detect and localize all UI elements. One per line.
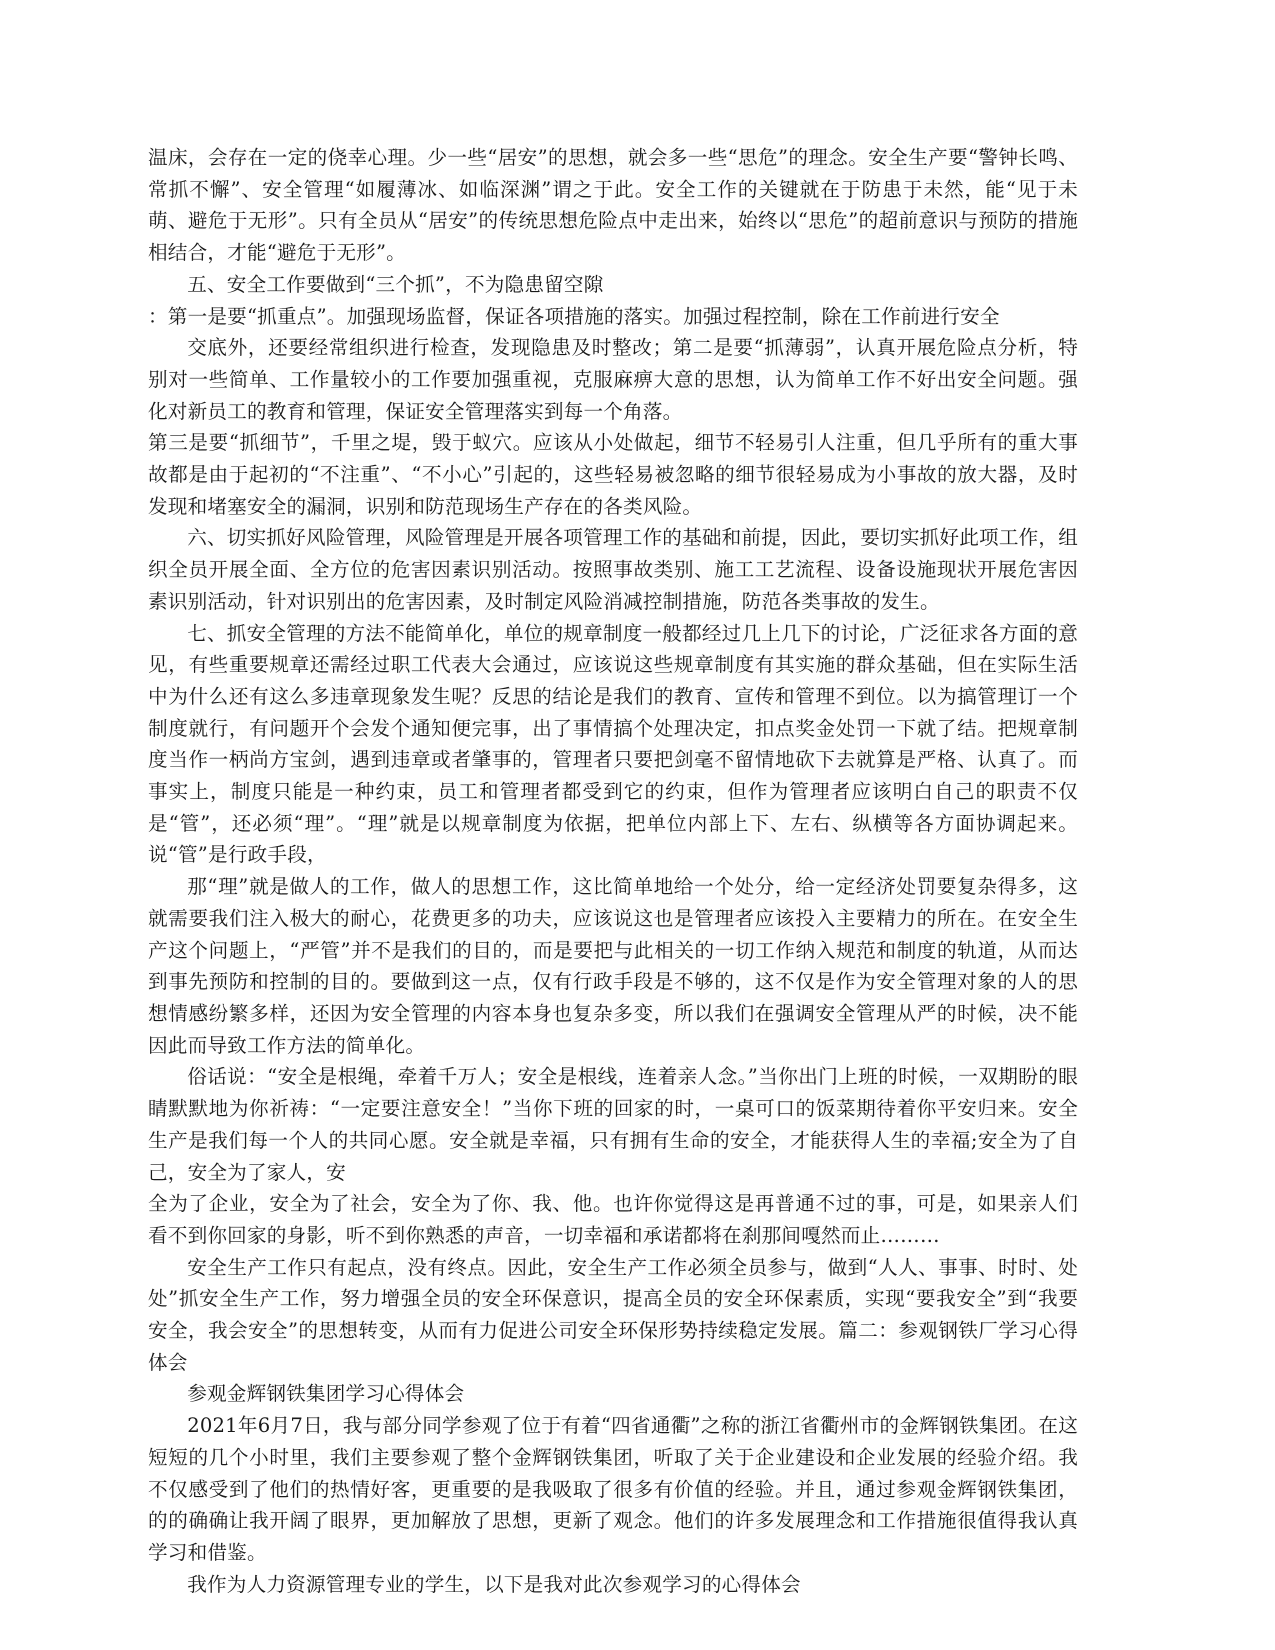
- paragraph: 俗话说：“安全是根绳，牵着千万人；安全是根线，连着亲人念。”当你出门上班的时候，一双期盼的眼睛默默地为你祈祷：“一定要注意安全！”当你下班的回家的时，一桌可口的饭菜期待着你平安归来。安全生产是我们每一个人的共同心愿。安全就是幸福，只有拥有生命的安全，才能获得人生的幸福;安全为了自己，安全为了家人，安: [148, 1065, 1078, 1184]
- paragraph: 温床，会存在一定的侥幸心理。少一些“居安”的思想，就会多一些“思危”的理念。安全生产要“警钟长鸣、常抓不懈”、安全管理“如履薄冰、如临深渊”谓之于此。安全工作的关键就在于防患于未然，能“见于未萌、避危于无形”。只有全员从“居安”的传统思想危险点中走出来，始终以“思危”的超前意识与预防的措施相结合，才能“避危于无形”。: [148, 146, 1078, 265]
- paragraph: 全为了企业，安全为了社会，安全为了你、我、他。也许你觉得这是再普通不过的事，可是，如果亲人们看不到你回家的身影，听不到你熟悉的声音，一切幸福和承诺都将在刹那间嘎然而止………: [148, 1192, 1078, 1247]
- paragraph: 2021年6月7日，我与部分同学参观了位于有着“四省通衢”之称的浙江省衢州市的金辉钢铁集团。在这短短的几个小时里，我们主要参观了整个金辉钢铁集团，听取了关于企业建设和企业发展的经验介绍。我不仅感受到了他们的热情好客，更重要的是我吸取了很多有价值的经验。并且，通过参观金辉钢铁集团，的的确确让我开阔了眼界，更加解放了思想，更新了观念。他们的许多发展理念和工作措施很值得我认真学习和借鉴。: [148, 1414, 1078, 1564]
- paragraph: 第三是要“抓细节”，千里之堤，毁于蚁穴。应该从小处做起，细节不轻易引人注重，但几乎所有的重大事故都是由于起初的“不注重”、“不小心”引起的，这些轻易被忽略的细节很轻易成为小事故的放大器，及时发现和堵塞安全的漏洞，识别和防范现场生产存在的各类风险。: [148, 431, 1078, 518]
- paragraph: 交底外，还要经常组织进行检查，发现隐患及时整改；第二是要“抓薄弱”，认真开展危险点分析，特别对一些简单、工作量较小的工作要加强重视，克服麻痹大意的思想，认为简单工作不好出安全问题。强化对新员工的教育和管理，保证安全管理落实到每一个角落。: [148, 336, 1078, 423]
- paragraph: ：第一是要“抓重点”。加强现场监督，保证各项措施的落实。加强过程控制，除在工作前进行安全: [148, 304, 1000, 328]
- document-page: [148, 142, 1078, 1600]
- paragraph: 安全生产工作只有起点，没有终点。因此，安全生产工作必须全员参与，做到“人人、事事、时时、处处”抓安全生产工作，努力增强全员的安全环保意识，提高全员的安全环保素质，实现“要我安全”到“我要安全，我会安全”的思想转变，从而有力促进公司安全环保形势持续稳定发展。篇二：参观钢铁厂学习心得体会: [148, 1255, 1078, 1374]
- section-heading: 五、安全工作要做到“三个抓”，不为隐患留空隙: [187, 272, 604, 296]
- section-title: 参观金辉钢铁集团学习心得体会: [187, 1382, 465, 1406]
- paragraph: 那“理”就是做人的工作，做人的思想工作，这比简单地给一个处分，给一定经济处罚要复杂得多，这就需要我们注入极大的耐心，花费更多的功夫，应该说这也是管理者应该投入主要精力的所在。在安全生产这个问题上，“严管”并不是我们的目的，而是要把与此相关的一切工作纳入规范和制度的轨道，从而达到事先预防和控制的目的。要做到这一点，仅有行政手段是不够的，这不仅是作为安全管理对象的人的思想情感纷繁多样，还因为安全管理的内容本身也复杂多变，所以我们在强调安全管理从严的时候，决不能因此而导致工作方法的简单化。: [148, 875, 1078, 1057]
- paragraph: 七、抓安全管理的方法不能简单化，单位的规章制度一般都经过几上几下的讨论，广泛征求各方面的意见，有些重要规章还需经过职工代表大会通过，应该说这些规章制度有其实施的群众基础，但在实际生活中为什么还有这么多违章现象发生呢？反思的结论是我们的教育、宣传和管理不到位。以为搞管理订一个制度就行，有问题开个会发个通知便完事，出了事情搞个处理决定，扣点奖金处罚一下就了结。把规章制度当作一柄尚方宝剑，遇到违章或者肇事的，管理者只要把剑毫不留情地砍下去就算是严格、认真了。而事实上，制度只能是一种约束，员工和管理者都受到它的约束，但作为管理者应该明白自己的职责不仅是“管”，还必须“理”。“理”就是以规章制度为依据，把单位内部上下、左右、纵横等各方面协调起来。说“管”是行政手段，: [148, 621, 1078, 867]
- paragraph: 我作为人力资源管理专业的学生，以下是我对此次参观学习的心得体会: [187, 1572, 801, 1596]
- paragraph: 六、切实抓好风险管理，风险管理是开展各项管理工作的基础和前提，因此，要切实抓好此项工作，组织全员开展全面、全方位的危害因素识别活动。按照事故类别、施工工艺流程、设备设施现状开展危害因素识别活动，针对识别出的危害因素，及时制定风险消减控制措施，防范各类事故的发生。: [148, 526, 1078, 613]
